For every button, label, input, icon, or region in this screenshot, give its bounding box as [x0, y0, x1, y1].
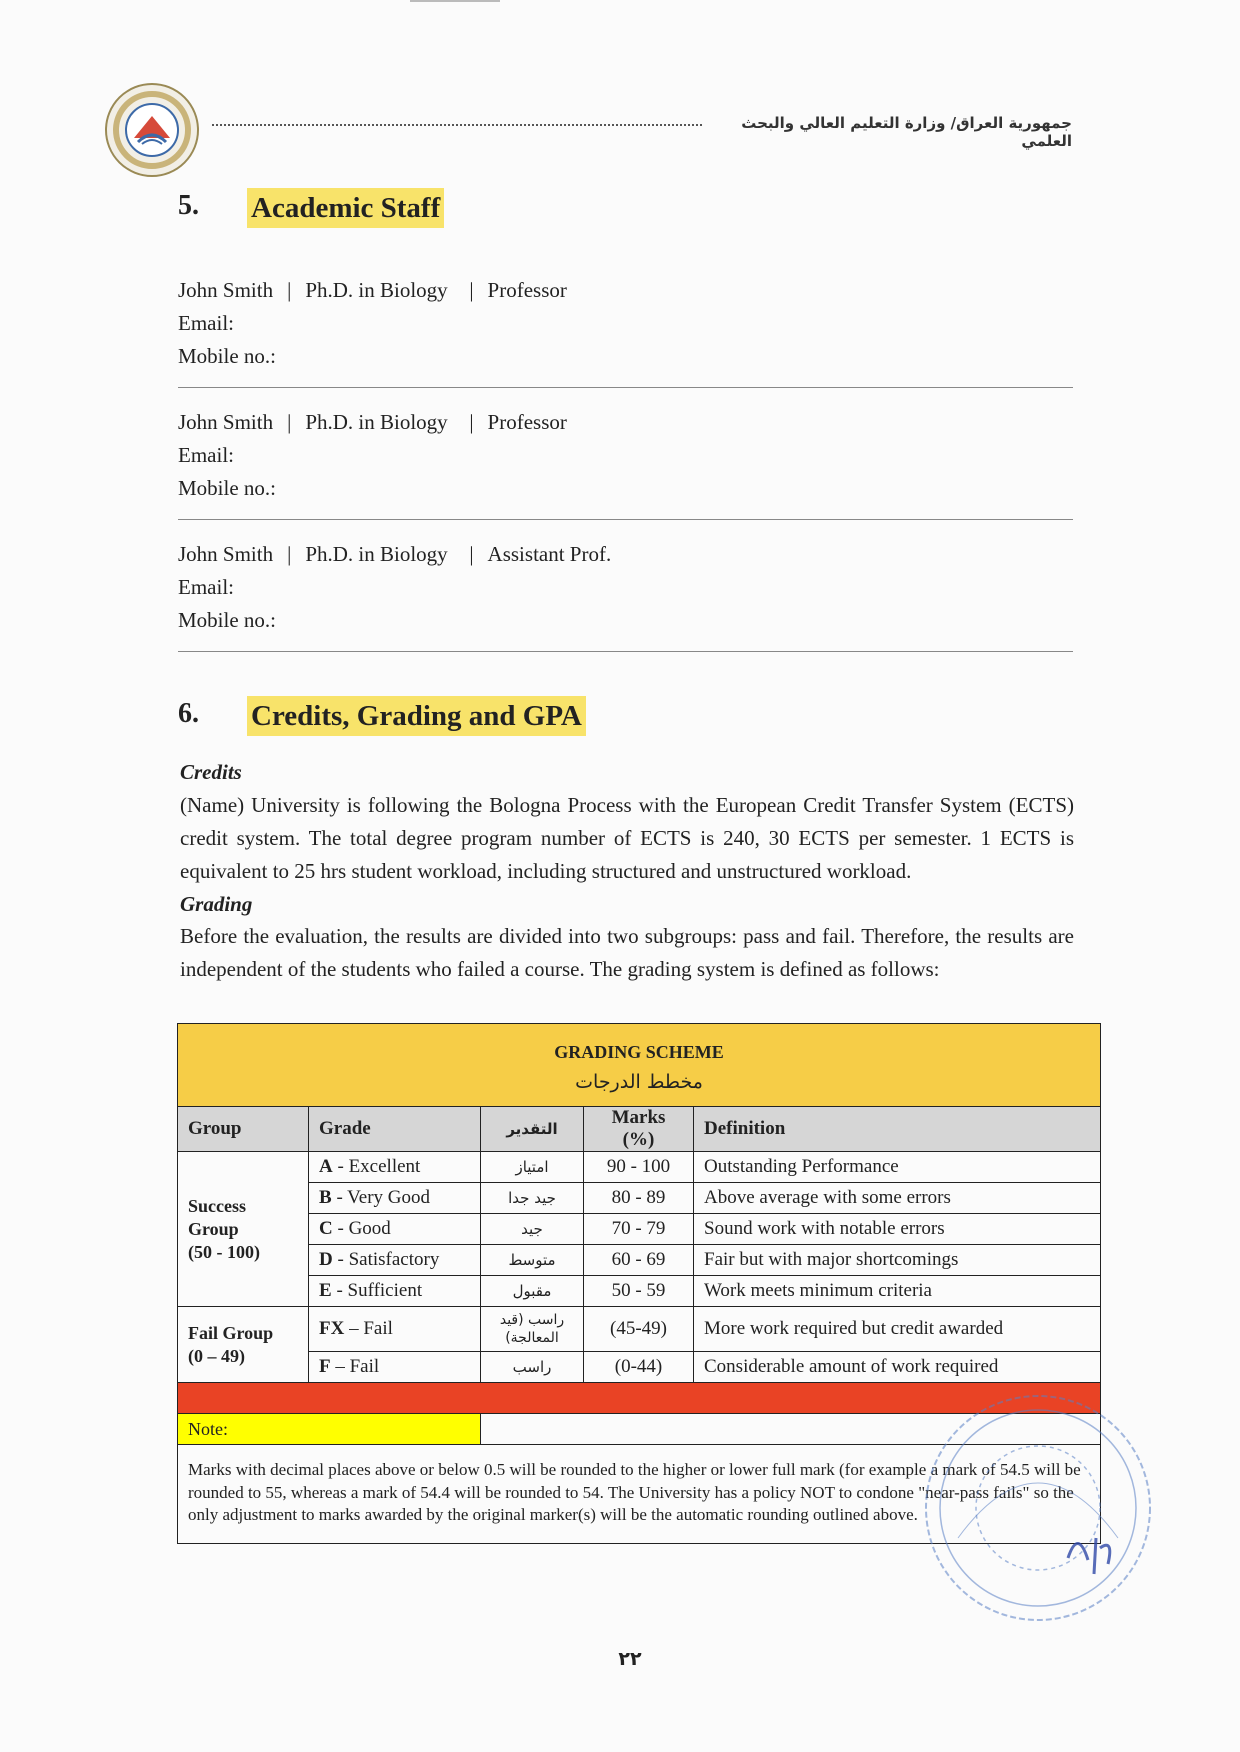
grade-letter: FX [319, 1318, 345, 1339]
table-title-arabic: مخطط الدرجات [575, 1070, 703, 1093]
header-definition: Definition [694, 1107, 1101, 1152]
grade-definition: Sound work with notable errors [694, 1214, 1101, 1245]
grade-letter: F [319, 1356, 331, 1377]
staff-name: John Smith [178, 410, 274, 434]
grade-cell [309, 1352, 481, 1383]
staff-entry [178, 538, 1073, 637]
table-row [178, 1352, 1101, 1383]
separator: | [287, 410, 292, 434]
grade-letter: E [319, 1280, 332, 1301]
grade-cell [309, 1276, 481, 1307]
staff-entry [178, 406, 1073, 505]
grade-name: Fail [363, 1318, 393, 1339]
grade-arabic: راسب [481, 1352, 584, 1383]
grade-dash: - [331, 1187, 348, 1208]
grade-arabic: مقبول [481, 1276, 584, 1307]
header-grade-arabic: التقدير [481, 1107, 584, 1152]
grade-dash: – [344, 1318, 364, 1339]
staff-email-label: Email: [178, 575, 234, 599]
grade-name: Sufficient [347, 1280, 423, 1301]
grade-definition: Work meets minimum criteria [694, 1276, 1101, 1307]
section-6-number: 6. [178, 698, 199, 729]
table-row [178, 1307, 1101, 1352]
fail-group-cell [178, 1307, 309, 1383]
grade-dash: - [331, 1280, 348, 1301]
staff-email-label: Email: [178, 311, 234, 335]
grade-dash: - [332, 1249, 349, 1270]
group-label: Success [188, 1195, 246, 1216]
table-row [178, 1183, 1101, 1214]
grade-definition: Considerable amount of work required [694, 1352, 1101, 1383]
separator: | [287, 542, 292, 566]
table-row [178, 1276, 1101, 1307]
note-label: Note: [178, 1414, 481, 1445]
note-text: Marks with decimal places above or below 0.5 will be rounded to the higher or lower full mark (for example a mark of 54.5 will be rounded to 55, whereas a mark of 54.4 will be rounded to 54. The University has a policy NOT to condone "near-pass fails" so the only adjustment to marks awarded by the original marker(s) will be the automatic rounding outlined above. [178, 1445, 1101, 1544]
marks-range: 50 - 59 [584, 1276, 694, 1307]
ministry-header: جمهورية العراق/ وزارة التعليم العالي والبحث العلمي [741, 114, 1072, 150]
staff-line [178, 538, 1073, 571]
table-row [178, 1152, 1101, 1183]
official-stamp-icon [918, 1388, 1158, 1628]
grade-arabic: متوسط [481, 1245, 584, 1276]
staff-entry [178, 274, 1073, 373]
grading-paragraph: Before the evaluation, the results are divided into two subgroups: pass and fail. Therefore, the results are independent of the students who failed a course. The grading system is defined as follows: [180, 924, 1074, 981]
credits-paragraph: (Name) University is following the Bologna Process with the European Credit Transfer System (ECTS) credit system. The total degree program number of ECTS is 240, 30 ECTS per semester. 1 ECTS is equivalent to 25 hrs student workload, including structured and unstructured workload. [180, 793, 1074, 883]
grade-dash: - [332, 1156, 349, 1177]
credits-heading: Credits [180, 760, 242, 784]
staff-degree: Ph.D. in Biology [305, 278, 448, 302]
staff-title: Professor [487, 410, 567, 434]
header-grade: Grade [309, 1107, 481, 1152]
separator: | [469, 542, 474, 566]
grade-letter: C [319, 1218, 333, 1239]
divider [178, 519, 1073, 520]
separator: | [469, 278, 474, 302]
page-number: ٢٢ [618, 1648, 642, 1670]
divider [178, 651, 1073, 652]
section-5-title: Academic Staff [247, 188, 444, 228]
grade-definition: Above average with some errors [694, 1183, 1101, 1214]
staff-name: John Smith [178, 278, 274, 302]
staff-mobile-label: Mobile no.: [178, 608, 276, 632]
scan-mark [410, 0, 500, 2]
table-title-english: GRADING SCHEME [554, 1041, 724, 1062]
grade-name: Very Good [347, 1187, 431, 1208]
grade-letter: A [319, 1156, 333, 1177]
table-row [178, 1245, 1101, 1276]
grade-definition: Outstanding Performance [694, 1152, 1101, 1183]
group-label: Fail Group [188, 1322, 274, 1343]
staff-title: Assistant Prof. [487, 542, 612, 566]
staff-mobile-label: Mobile no.: [178, 344, 276, 368]
marks-range: 60 - 69 [584, 1245, 694, 1276]
grade-dash: - [332, 1218, 349, 1239]
grade-definition: More work required but credit awarded [694, 1307, 1101, 1352]
grade-dash: – [330, 1356, 350, 1377]
marks-range: 90 - 100 [584, 1152, 694, 1183]
group-range: (0 – 49) [188, 1345, 245, 1366]
section-6-title: Credits, Grading and GPA [247, 696, 586, 736]
university-logo-icon [104, 82, 200, 178]
grade-arabic: امتياز [481, 1152, 584, 1183]
grading-table-title [178, 1024, 1101, 1107]
table-header-row [178, 1107, 1101, 1152]
grade-cell [309, 1245, 481, 1276]
staff-email-label: Email: [178, 443, 234, 467]
marks-range: 70 - 79 [584, 1214, 694, 1245]
group-range: (50 - 100) [188, 1241, 260, 1262]
grade-name: Satisfactory [348, 1249, 440, 1270]
grade-arabic: جيد جدا [481, 1183, 584, 1214]
section-5-number: 5. [178, 190, 199, 221]
grade-arabic: راسب (قيد المعالجة) [481, 1307, 584, 1352]
separator: | [469, 410, 474, 434]
separator: | [287, 278, 292, 302]
grading-heading: Grading [180, 892, 253, 916]
staff-title: Professor [487, 278, 567, 302]
staff-line [178, 274, 1073, 307]
marks-range: (45-49) [584, 1307, 694, 1352]
grade-name: Fail [349, 1356, 380, 1377]
header-dotted-line [212, 124, 702, 126]
staff-degree: Ph.D. in Biology [305, 542, 448, 566]
grade-cell [309, 1183, 481, 1214]
header-marks: Marks (%) [584, 1107, 694, 1152]
grade-cell [309, 1307, 481, 1352]
table-row [178, 1214, 1101, 1245]
staff-name: John Smith [178, 542, 274, 566]
staff-degree: Ph.D. in Biology [305, 410, 448, 434]
grade-cell [309, 1152, 481, 1183]
staff-mobile-label: Mobile no.: [178, 476, 276, 500]
group-label: Group [188, 1218, 239, 1239]
staff-line [178, 406, 1073, 439]
marks-range: (0-44) [584, 1352, 694, 1383]
grade-arabic: جيد [481, 1214, 584, 1245]
grade-cell [309, 1214, 481, 1245]
grade-letter: B [319, 1187, 332, 1208]
marks-range: 80 - 89 [584, 1183, 694, 1214]
grade-name: Excellent [348, 1156, 421, 1177]
success-group-cell [178, 1152, 309, 1307]
grade-letter: D [319, 1249, 333, 1270]
divider [178, 387, 1073, 388]
grade-name: Good [348, 1218, 391, 1239]
grade-definition: Fair but with major shortcomings [694, 1245, 1101, 1276]
header-group: Group [178, 1107, 309, 1152]
